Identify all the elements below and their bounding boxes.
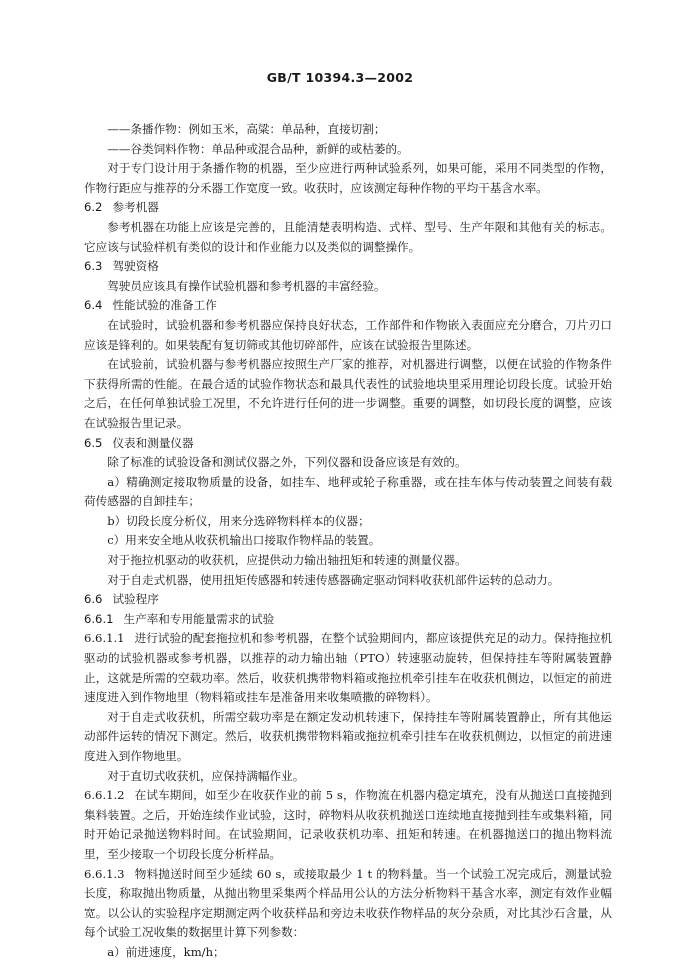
- section-number: 6.5: [84, 435, 103, 450]
- body-paragraph: ——谷类饲料作物：单品种或混合品种，新鲜的或枯萎的。: [107, 141, 409, 156]
- numbered-paragraph: [84, 786, 612, 864]
- numbered-paragraph: [84, 629, 612, 707]
- body-paragraph: a）精确测定接取物质量的设备，如挂车、地秤或轮子称重器，或在挂车体与传动装置之间装有载荷传感器的自卸挂车；: [84, 474, 612, 509]
- clause-text: 进行试验的配套拖拉机和参考机器，在整个试验期间内，都应该提供充足的动力。保持拖拉机驱动的试验机器或参考机器，以推荐的动力输出轴（PTO）转速驱动旋转，但保持挂车等附属装置静止，这就是所需的空载功率。然后，收获机携带物料箱或拖拉机牵引挂车在收获机侧边，以恒定的前进速度进入到作物地里（物料箱或挂车是准备用来收集喷撒的碎物料）。: [84, 631, 612, 705]
- section-title: 仪表和测量仪器: [112, 435, 194, 450]
- section-title: 生产率和专用能量需求的试验: [123, 611, 275, 626]
- section-heading: [84, 198, 612, 218]
- section-number: 6.4: [84, 298, 103, 313]
- body-paragraph: 驾驶员应该具有操作试验机器和参考机器的丰富经验。: [107, 278, 386, 293]
- body-paragraph: c）用来安全地从收获机输出口接取作物样品的装置。: [107, 533, 381, 548]
- clause-text: 在试车期间，如至少在收获作业的前 5 s，作物流在机器内稳定填充，没有从抛送口直接抛到集料装置。之后，开始连续作业试验，这时，碎物料从收获机抛送口连续地直接抛到挂车或集料箱，同时开始记录抛送物料时间。在试验期间，记录收获机功率、扭矩和转速。在机器抛送口的抛出物料流里，至少接取一个切段长度分析样品。: [84, 788, 612, 861]
- section-heading: [84, 610, 612, 630]
- body-paragraph: 对于自走式收获机，所需空载功率是在额定发动机转速下，保持挂车等附属装置静止，所有其他运动部件运转的情况下测定。然后，收获机携带物料箱或拖拉机牵引挂车在收获机侧边，以恒定的前进速度进入到作物地里。: [84, 709, 612, 763]
- section-number: 6.3: [84, 259, 103, 274]
- body-paragraph: 除了标准的试验设备和测试仪器之外，下列仪器和设备应该是有效的。: [107, 455, 467, 470]
- body-paragraph: a）前进速度，km/h；: [107, 944, 225, 959]
- body-paragraph: 对于直切式收获机，应保持满幅作业。: [107, 768, 305, 783]
- clause-number: 6.6.1.3: [84, 866, 125, 881]
- section-heading: [84, 257, 612, 277]
- body-paragraph: 在试验前，试验机器与参考机器应按照生产厂家的推荐，对机器进行调整，以便在试验的作物条件下获得所需的性能。在最合适的试验作物状态和最具代表性的试验地块里采用理论切段长度。试验开始之后，在任何单独试验工况里，不允许进行任何的进一步调整。重要的调整，如切段长度的调整，应该在试验报告里记录。: [84, 357, 612, 430]
- section-title: 参考机器: [112, 200, 159, 215]
- clause-number: 6.6.1.1: [84, 631, 125, 646]
- section-title: 驾驶资格: [112, 259, 159, 274]
- document-body: [84, 120, 612, 963]
- section-heading: [84, 296, 612, 316]
- body-paragraph: 对于专门设计用于条播作物的机器，至少应进行两种试验系列，如果可能，采用不同类型的作物，作物行距应与推荐的分禾器工作宽度一致。收获时，应该测定每种作物的平均干基含水率。: [84, 161, 612, 195]
- section-number: 6.2: [84, 200, 103, 215]
- body-paragraph: ——条播作物：例如玉米，高粱：单品种，直接切割；: [107, 122, 386, 136]
- body-paragraph: 参考机器在功能上应该是完善的，且能清楚表明构造、式样、型号、生产年限和其他有关的标志。它应该与试验样机有类似的设计和作业能力以及类似的调整操作。: [84, 219, 612, 254]
- numbered-paragraph: [84, 865, 612, 943]
- section-number: 6.6: [84, 592, 103, 607]
- body-paragraph: b）切段长度分析仪，用来分选碎物料样本的仪器；: [107, 513, 370, 528]
- body-paragraph: 在试验时，试验机器和参考机器应保持良好状态，工作部件和作物嵌入表面应充分磨合，刀片刃口应该是锋利的。如果装配有复切筛或其他切碎部件，应该在试验报告里陈述。: [84, 317, 612, 352]
- clause-text: 物料抛送时间至少延续 60 s，或接取最少 1 t 的物料量。当一个试验工况完成后，测量试验长度，称取抛出物质量，从抛出物里采集两个样品用公认的方法分析物料干基含水率，测定有效作业幅宽。以公认的实验程序定期测定两个收获样品和旁边未收获作物样品的灰分杂质，对比其沙石含量，从每个试验工况收集的数据里计算下列参数：: [84, 866, 612, 940]
- section-heading: [84, 434, 612, 454]
- section-heading: [84, 590, 612, 610]
- standard-number-header: GB/T 10394.3—2002: [266, 70, 414, 85]
- section-number: 6.6.1: [84, 611, 114, 626]
- body-paragraph: 对于拖拉机驱动的收获机，应提供动力输出轴扭矩和转速的测量仪器。: [107, 553, 467, 568]
- section-title: 试验程序: [112, 592, 159, 607]
- body-paragraph: 对于自走式机器，使用扭矩传感器和转速传感器确定驱动饲料收获机部件运转的总动力。: [107, 572, 560, 587]
- clause-number: 6.6.1.2: [84, 788, 125, 803]
- section-title: 性能试验的准备工作: [112, 298, 217, 313]
